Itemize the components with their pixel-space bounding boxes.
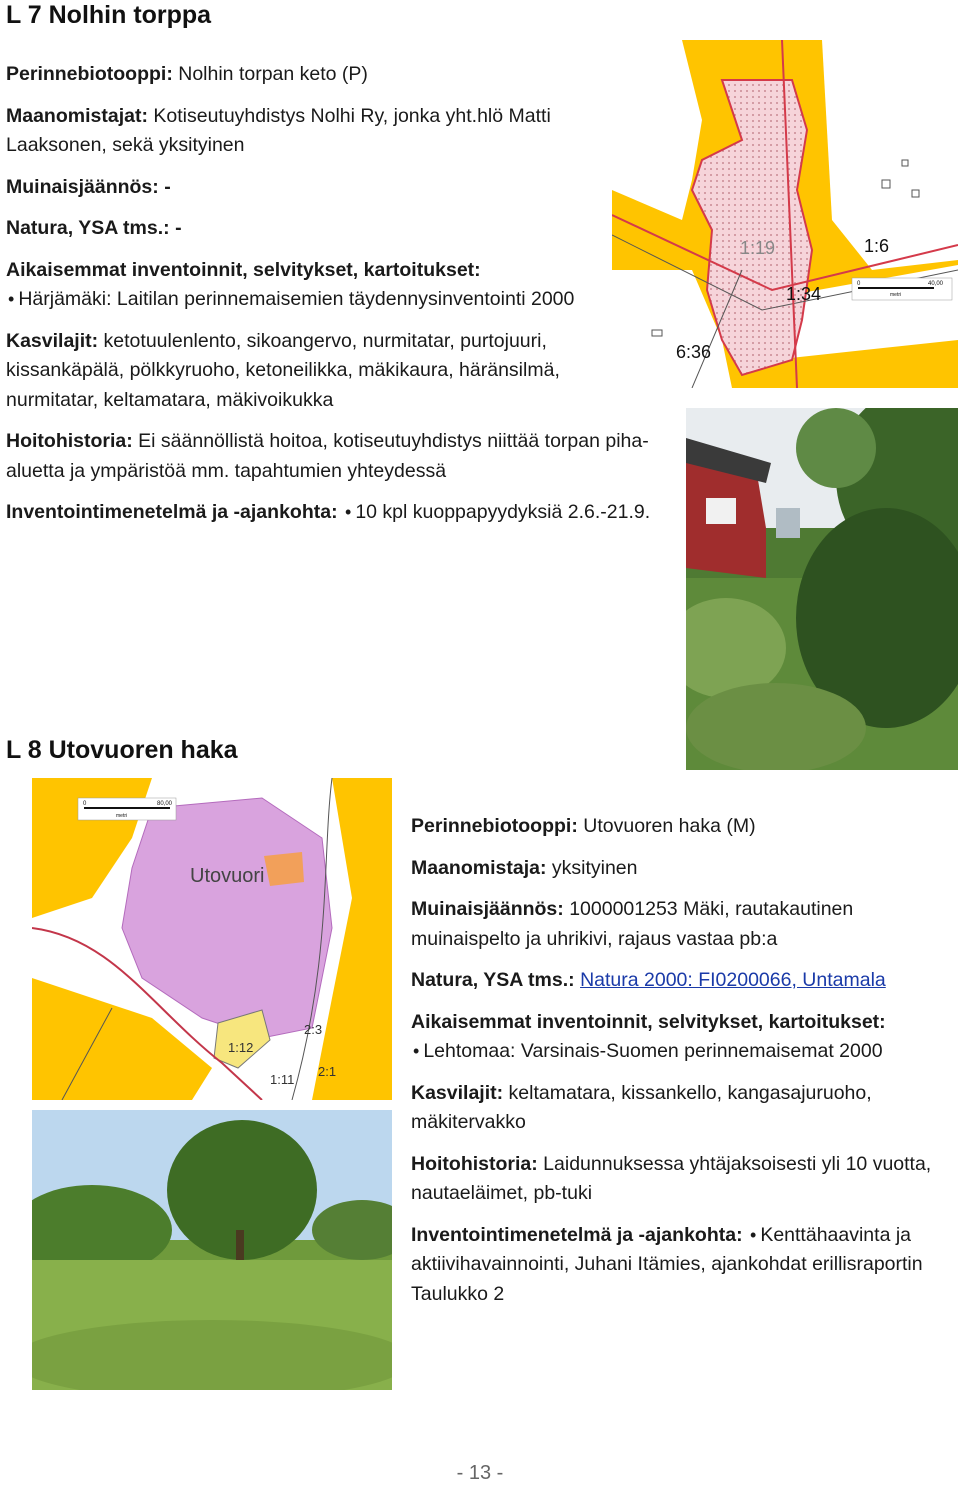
map-label: 1:11 [270,1072,295,1087]
field-inventointimenetelma: Inventointimenetelmä ja -ajankohta: • Kenttähaavinta ja aktiivihavainnointi, Juhani Itämies, ajankohdat erillisraportin Taulukko 2 [411,1223,923,1305]
field-hoitohistoria: Hoitohistoria: Ei säännöllistä hoitoa, kotiseutuyhdistys niittää torpan piha-aluetta ja ympäristöä mm. tapahtumien yhteydessä [6,430,649,482]
svg-text:80,00: 80,00 [157,801,173,807]
section1-title: L 7 Nolhin torppa [6,1,212,29]
section2-title: L 8 Utovuoren haka [6,736,238,764]
map-scale-bar [78,798,176,820]
map-label: 2:1 [318,1064,337,1079]
svg-text:0: 0 [83,801,87,807]
page-number: - 13 - [456,1462,504,1484]
section2-fields [411,812,956,1321]
field-natura: Natura, YSA tms.: Natura 2000: FI0200066, Untamala [411,969,886,991]
field-maanomistaja: Maanomistaja: yksityinen [411,856,638,879]
field-kasvilajit: Kasvilajit: keltamatara, kissankello, kangasajuruoho, mäkitervakko [411,1081,872,1133]
svg-text:metri: metri [116,813,128,819]
map-label: 2:3 [304,1022,323,1037]
section2-photo [32,1110,392,1390]
svg-text:metri: metri [890,292,902,298]
field-muinaisjaannos: Muinaisjäännös: - [6,175,171,198]
svg-text:0: 0 [857,281,861,287]
svg-text:40,00: 40,00 [928,281,944,287]
field-hoitohistoria: Hoitohistoria: Laidunnuksessa yhtäjaksoisesti yli 10 vuotta, nautaeläimet, pb-tuki [411,1152,932,1204]
section1-map [612,40,958,388]
map-label: 1:12 [228,1040,254,1055]
map-label: 1:19 [740,238,776,258]
map-label: 6:36 [676,342,712,362]
bullet-icon: • [750,1224,757,1245]
field-maanomistajat: Maanomistajat: Kotiseutuyhdistys Nolhi Ry, jonka yht.hlö Matti Laaksonen, sekä yksityinen [6,104,551,156]
map-scale-bar [852,278,952,300]
field-inventointimenetelma: Inventointimenetelmä ja -ajankohta: • 10 kpl kuoppapyydyksiä 2.6.-21.9. [6,501,651,523]
map-label: 1:34 [786,284,822,304]
bullet-icon: • [345,502,352,522]
bullet-icon: • [8,289,15,309]
field-aikaisemmat: Aikaisemmat inventoinnit, selvitykset, kartoitukset: • Lehtomaa: Varsinais-Suomen perinnemaisemat 2000 [411,1010,886,1062]
bullet-icon: • [413,1041,420,1061]
field-perinnebiotooppi: Perinnebiotooppi: Utovuoren haka (M) [411,815,756,837]
map-label: 1:6 [864,236,890,256]
field-natura: Natura, YSA tms.: - [6,217,182,239]
field-perinnebiotooppi: Perinnebiotooppi: Nolhin torpan keto (P) [6,63,368,85]
field-aikaisemmat: Aikaisemmat inventoinnit, selvitykset, kartoitukset: • Härjämäki: Laitilan perinnemaisemien täydennysinventointi 2000 [6,258,575,310]
field-kasvilajit: Kasvilajit: ketotuulenlento, sikoangervo, nurmitatar, purtojuuri, kissankäpälä, pölkkyruoho, ketoneilikka, mäkikaura, häränsilmä, nurmitatar, keltamatara, mäkivoikukka [6,329,560,411]
field-muinaisjaannos: Muinaisjäännös: 1000001253 Mäki, rautakautinen muinaispelto ja uhrikivi, rajaus vastaa pb:a [411,898,854,950]
section1-photo [686,408,958,770]
map-place-name: Utovuori [190,865,265,887]
natura-link[interactable]: Natura 2000: FI0200066, Untamala [580,969,886,991]
section2-map [32,778,392,1100]
section1-fields [6,60,666,540]
